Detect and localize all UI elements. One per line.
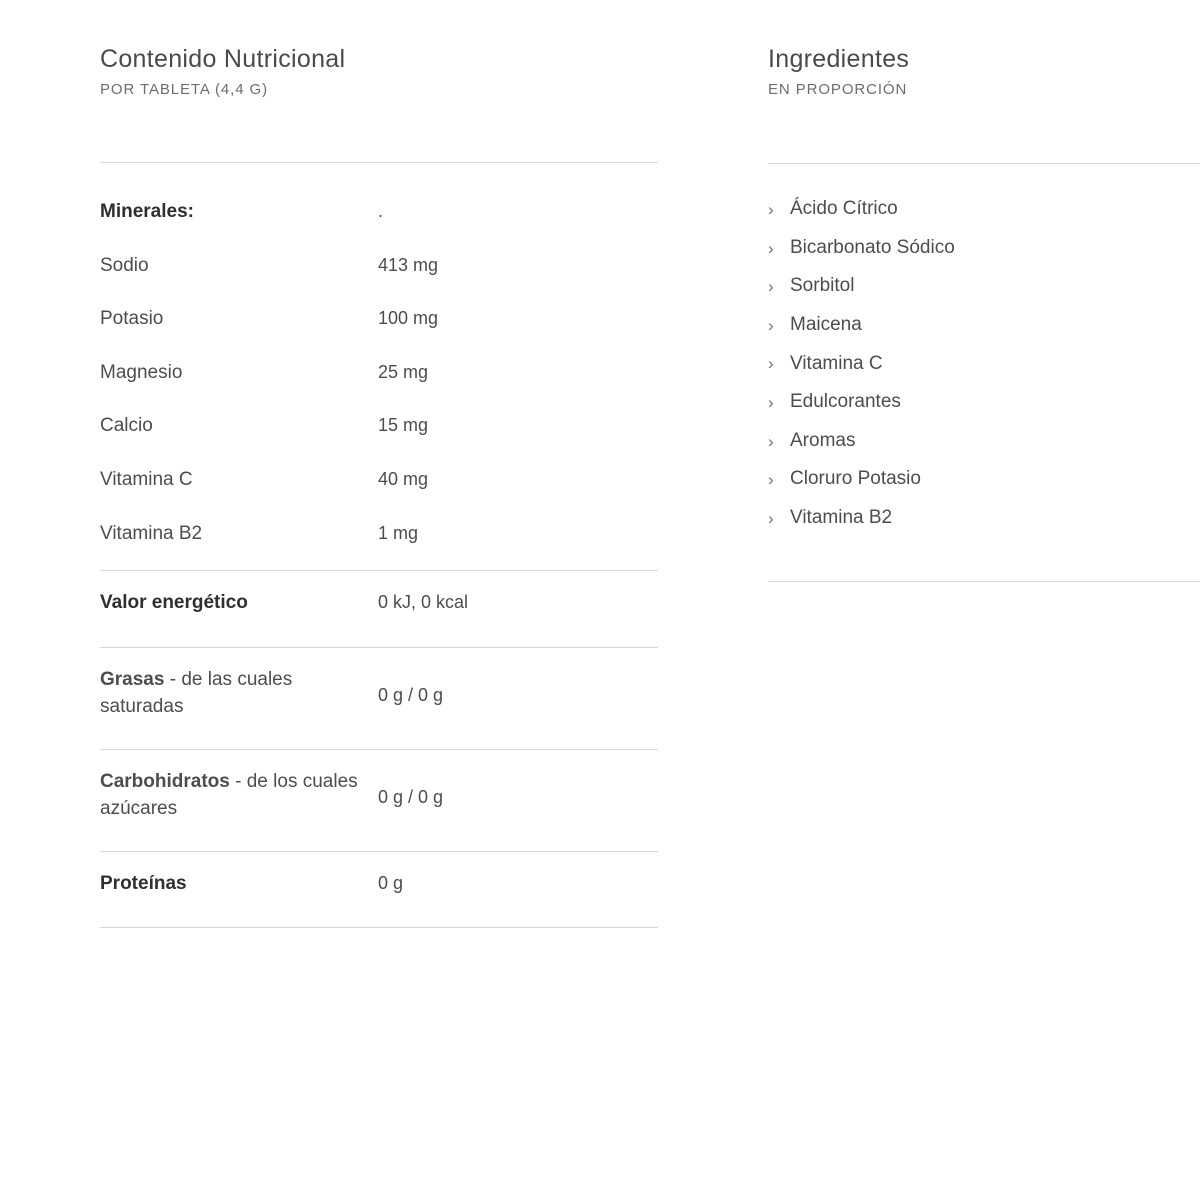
ingredient-label: Aromas	[790, 429, 856, 451]
nutrient-value: 1 mg	[378, 522, 419, 543]
list-item	[768, 267, 1200, 306]
carbs-label-rest: - de los cuales azúcares	[100, 770, 358, 820]
carbs-label	[100, 768, 378, 823]
nutrition-title: Contenido Nutricional	[100, 45, 346, 73]
energy-value: 0 kJ, 0 kcal	[378, 592, 469, 613]
nutrition-table	[100, 163, 658, 928]
table-row	[100, 346, 658, 400]
table-row	[100, 239, 658, 293]
ingredients-column	[660, 45, 1200, 1200]
chevron-right-icon: ›	[768, 508, 774, 528]
nutrient-value: 413 mg	[378, 254, 439, 275]
nutrient-label: Vitamina C	[100, 468, 193, 490]
carbs-row	[100, 750, 658, 841]
chevron-right-icon: ›	[768, 200, 774, 220]
table-row	[100, 292, 658, 346]
chevron-right-icon: ›	[768, 470, 774, 490]
ingredient-label: Bicarbonato Sódico	[790, 236, 955, 258]
protein-label: Proteínas	[100, 872, 187, 894]
list-item	[768, 422, 1200, 461]
energy-row	[100, 571, 658, 637]
energy-label: Valor energético	[100, 592, 248, 614]
list-item	[768, 229, 1200, 268]
nutrient-label: Magnesio	[100, 361, 183, 383]
minerals-heading-label: Minerales:	[100, 201, 194, 223]
ingredient-label: Ácido Cítrico	[790, 198, 898, 220]
ingredients-subtitle: EN PROPORCIÓN	[768, 80, 908, 98]
chevron-right-icon: ›	[768, 315, 774, 335]
fats-label-rest: - de las cuales saturadas	[100, 668, 293, 718]
list-item	[768, 190, 1200, 229]
nutrient-label: Potasio	[100, 308, 164, 330]
protein-row	[100, 852, 658, 918]
section-divider	[100, 927, 658, 928]
minerals-heading-row	[100, 185, 658, 239]
list-item	[768, 306, 1200, 345]
chevron-right-icon: ›	[768, 238, 774, 258]
nutritional-content-column	[0, 45, 660, 1200]
ingredient-label: Maicena	[790, 314, 862, 336]
nutrient-label: Vitamina B2	[100, 522, 203, 544]
chevron-right-icon: ›	[768, 354, 774, 374]
nutrient-value: 25 mg	[378, 361, 429, 382]
fats-label	[100, 666, 378, 721]
carbs-value: 0 g / 0 g	[378, 786, 444, 807]
carbs-label-bold: Carbohidratos	[100, 770, 230, 792]
minerals-heading-value: .	[378, 201, 384, 222]
ingredients-title: Ingredientes	[768, 45, 910, 73]
nutrient-value: 40 mg	[378, 468, 429, 489]
ingredient-label: Cloruro Potasio	[790, 468, 921, 490]
nutrient-value: 15 mg	[378, 415, 429, 436]
ingredient-label: Sorbitol	[790, 275, 855, 297]
table-row	[100, 507, 658, 561]
fats-row	[100, 648, 658, 739]
ingredients-bottom-divider	[768, 581, 1200, 582]
table-row	[100, 453, 658, 507]
nutrition-subtitle: POR TABLETA (4,4 G)	[100, 80, 268, 98]
list-item	[768, 345, 1200, 384]
list-item	[768, 499, 1200, 538]
chevron-right-icon: ›	[768, 277, 774, 297]
nutrient-label: Calcio	[100, 415, 153, 437]
list-item	[768, 383, 1200, 422]
nutrient-value: 100 mg	[378, 308, 439, 329]
chevron-right-icon: ›	[768, 431, 774, 451]
ingredient-label: Vitamina C	[790, 352, 883, 374]
chevron-right-icon: ›	[768, 393, 774, 413]
fats-value: 0 g / 0 g	[378, 684, 444, 705]
list-item	[768, 460, 1200, 499]
nutrient-label: Sodio	[100, 254, 149, 276]
ingredient-label: Vitamina B2	[790, 507, 893, 528]
ingredients-list	[768, 164, 1200, 537]
protein-value: 0 g	[378, 872, 404, 893]
ingredient-label: Edulcorantes	[790, 391, 901, 413]
fats-label-bold: Grasas	[100, 668, 165, 690]
table-row	[100, 399, 658, 453]
